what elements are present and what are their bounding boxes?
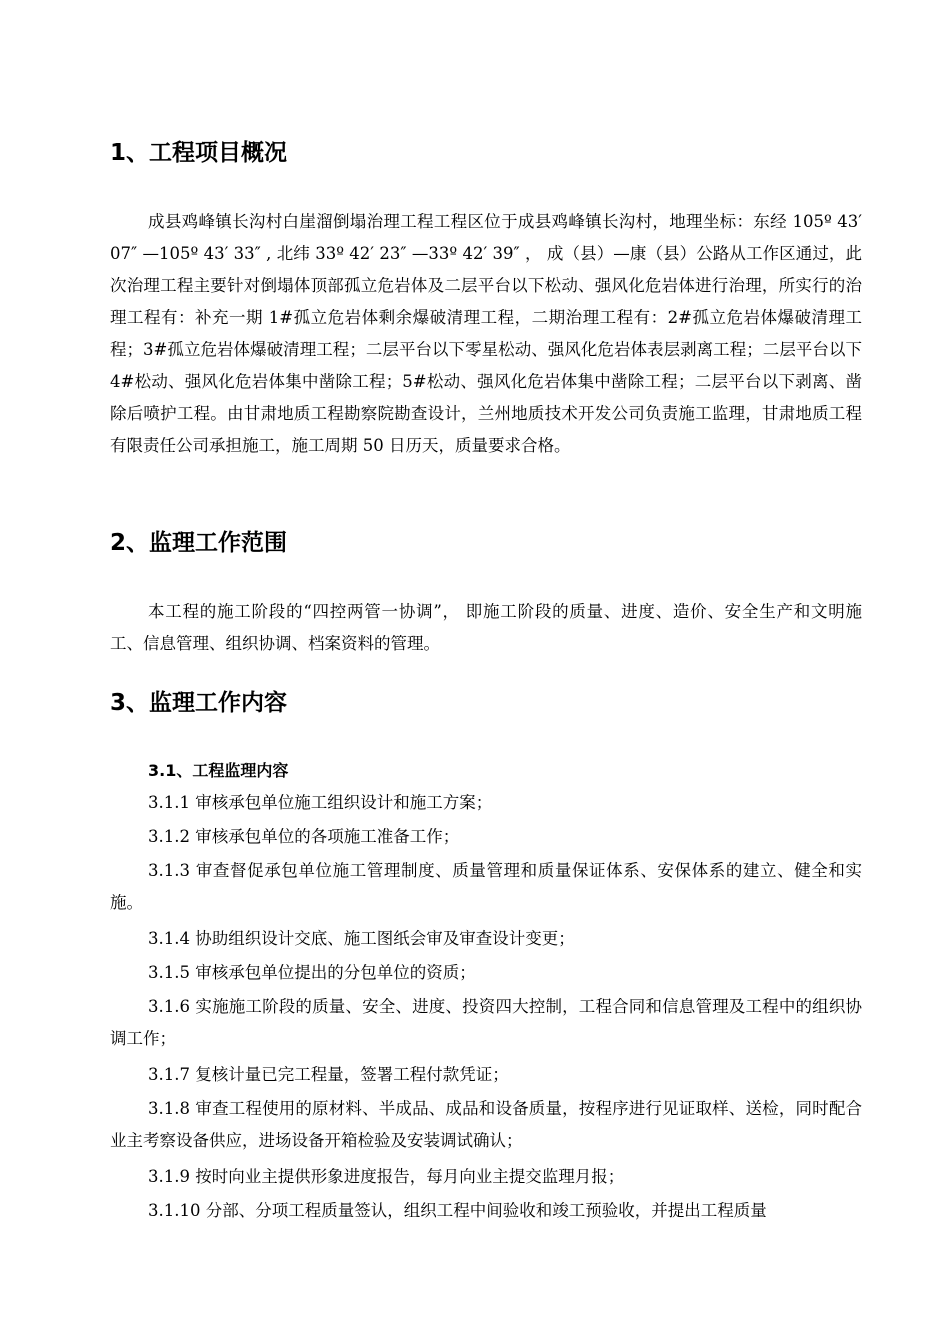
- section-2-paragraph: 本工程的施工阶段的“四控两管一协调”， 即施工阶段的质量、进度、造价、安全生产和文明施工、信息管理、组织协调、档案资料的管理。: [110, 602, 862, 653]
- list-item-3-1-7: 3.1.7 复核计量已完工程量，签署工程付款凭证；: [148, 1065, 509, 1084]
- section-1-heading: 1、工程项目概况: [110, 140, 288, 166]
- list-item-3-1-1: 3.1.1 审核承包单位施工组织设计和施工方案；: [148, 793, 493, 812]
- list-item-3-1-10: 3.1.10 分部、分项工程质量签认，组织工程中间验收和竣工预验收，并提出工程质量: [148, 1201, 767, 1220]
- list-item-3-1-6: 3.1.6 实施施工阶段的质量、安全、进度、投资四大控制，工程合同和信息管理及工程中的组织协调工作；: [110, 997, 862, 1048]
- list-item-3-1-4: 3.1.4 协助组织设计交底、施工图纸会审及审查设计变更；: [148, 929, 575, 948]
- list-item-3-1-9: 3.1.9 按时向业主提供形象进度报告，每月向业主提交监理月报；: [148, 1167, 625, 1186]
- section-3-1-subheading: 3.1、工程监理内容: [148, 761, 289, 780]
- section-1-paragraph: 成县鸡峰镇长沟村白崖溜倒塌治理工程工程区位于成县鸡峰镇长沟村，地理坐标：东经 105º 43′ 07″ —105º 43′ 33″ , 北纬 33º 42′ 23″ —33º 42′ 39″ ， 成（县）—康（县）公路从工作区通过，此次治理工程主要针对倒塌体顶部孤立危岩体及二层平台以下松动、强风化危岩体进行治理，所实行的治理工程有：补充一期 1#孤立危岩体剩余爆破清理工程，二期治理工程有：2#孤立危岩体爆破清理工程；3#孤立危岩体爆破清理工程；二层平台以下零星松动、强风化危岩体表层剥离工程；二层平台以下 4#松动、强风化危岩体集中凿除工程；5#松动、强风化危岩体集中凿除工程；二层平台以下剥离、凿除后喷护工程。由甘肃地质工程勘察院勘查设计，兰州地质技术开发公司负责施工监理，甘肃地质工程有限责任公司承担施工，施工周期 50 日历天，质量要求合格。: [110, 212, 862, 455]
- list-item-3-1-3: 3.1.3 审查督促承包单位施工管理制度、质量管理和质量保证体系、安保体系的建立、健全和实施。: [110, 861, 862, 912]
- list-item-3-1-2: 3.1.2 审核承包单位的各项施工准备工作；: [148, 827, 460, 846]
- list-item-3-1-5: 3.1.5 审核承包单位提出的分包单位的资质；: [148, 963, 476, 982]
- section-2-heading: 2、监理工作范围: [110, 530, 288, 556]
- section-3-heading: 3、监理工作内容: [110, 690, 288, 716]
- list-item-3-1-8: 3.1.8 审查工程使用的原材料、半成品、成品和设备质量，按程序进行见证取样、送检，同时配合业主考察设备供应，进场设备开箱检验及安装调试确认；: [110, 1099, 862, 1150]
